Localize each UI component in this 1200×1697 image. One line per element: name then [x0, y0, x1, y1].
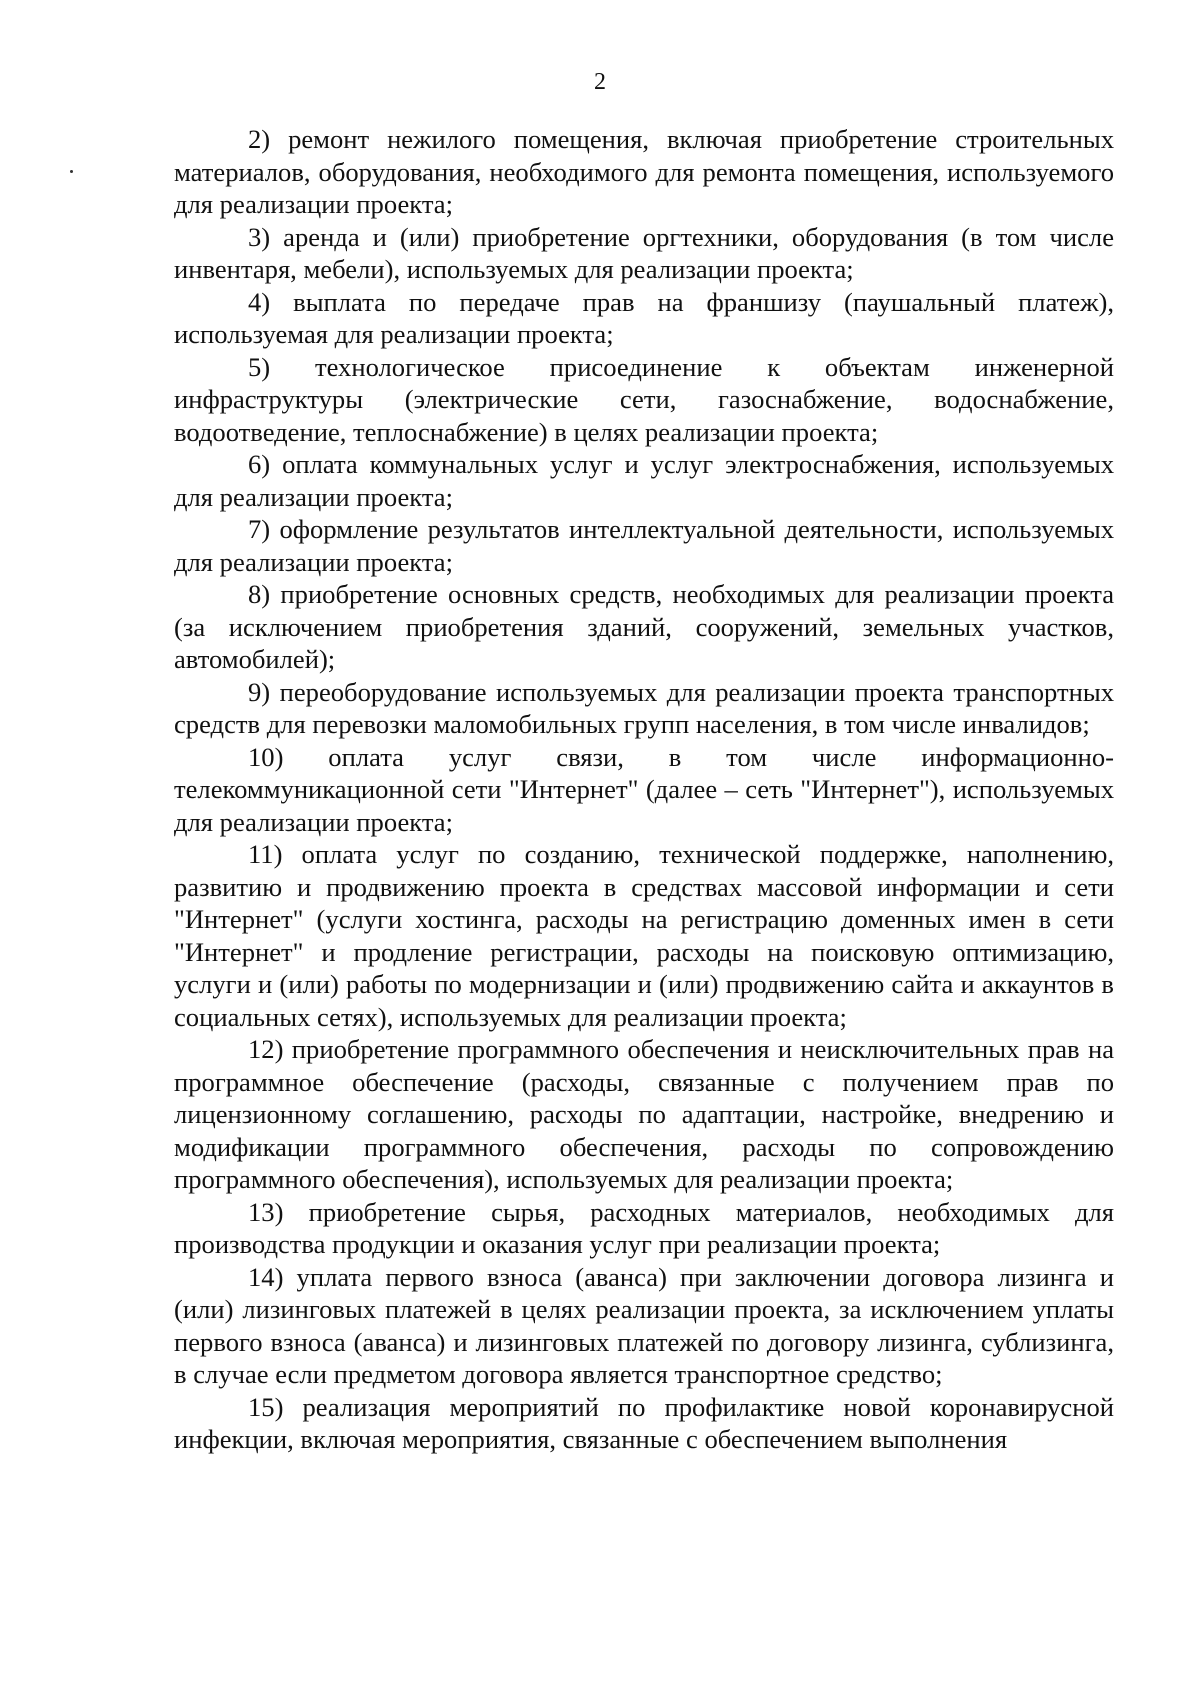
list-item: 15) реализация мероприятий по профилактике новой коронавирусной инфекции, включая мероприятия, связанные с обеспечением выполнения	[174, 1391, 1114, 1454]
list-item: 3) аренда и (или) приобретение оргтехники, оборудования (в том числе инвентаря, мебели), используемых для реализации проекта;	[174, 221, 1114, 284]
list-item: 10) оплата услуг связи, в том числе информационно-телекоммуникационной сети "Интернет" (далее – сеть "Интернет"), используемых для реализации проекта;	[174, 741, 1114, 837]
scan-speck	[70, 170, 73, 173]
page-number: 2	[594, 69, 606, 95]
list-item: 4) выплата по передаче прав на франшизу (паушальный платеж), используемая для реализации проекта;	[174, 286, 1114, 349]
list-item: 2) ремонт нежилого помещения, включая приобретение строительных материалов, оборудования, необходимого для ремонта помещения, используемого для реализации проекта;	[174, 124, 1114, 219]
list-item: 5) технологическое присоединение к объектам инженерной инфраструктуры (электрические сети, газоснабжение, водоснабжение, водоотведение, теплоснабжение) в целях реализации проекта;	[174, 351, 1114, 447]
list-item: 9) переоборудование используемых для реализации проекта транспортных средств для перевозки маломобильных групп населения, в том числе инвалидов;	[174, 676, 1114, 739]
document-body	[174, 123, 1114, 1456]
list-item: 11) оплата услуг по созданию, технической поддержке, наполнению, развитию и продвижению проекта в средствах массовой информации и сети "Интернет" (услуги хостинга, расходы на регистрацию доменных имен в сети "Интернет" и продление регистрации, расходы на поисковую оптимизацию, услуги и (или) работы по модернизации и (или) продвижению сайта и аккаунтов в социальных сетях), используемых для реализации проекта;	[174, 839, 1114, 1032]
list-item: 12) приобретение программного обеспечения и неисключительных прав на программное обеспечение (расходы, связанные с получением прав по лицензионному соглашению, расходы по адаптации, настройке, внедрению и модификации программного обеспечения, расходы по сопровождению программного обеспечения), используемых для реализации проекта;	[174, 1034, 1114, 1194]
list-item: 8) приобретение основных средств, необходимых для реализации проекта (за исключением приобретения зданий, сооружений, земельных участков, автомобилей);	[174, 579, 1114, 674]
list-item: 13) приобретение сырья, расходных материалов, необходимых для производства продукции и оказания услуг при реализации проекта;	[174, 1196, 1114, 1259]
list-item: 7) оформление результатов интеллектуальной деятельности, используемых для реализации проекта;	[174, 514, 1114, 577]
list-item: 6) оплата коммунальных услуг и услуг электроснабжения, используемых для реализации проекта;	[174, 449, 1114, 512]
list-item: 14) уплата первого взноса (аванса) при заключении договора лизинга и (или) лизинговых платежей в целях реализации проекта, за исключением уплаты первого взноса (аванса) и лизинговых платежей по договору лизинга, сублизинга, в случае если предметом договора является транспортное средство;	[174, 1261, 1114, 1389]
